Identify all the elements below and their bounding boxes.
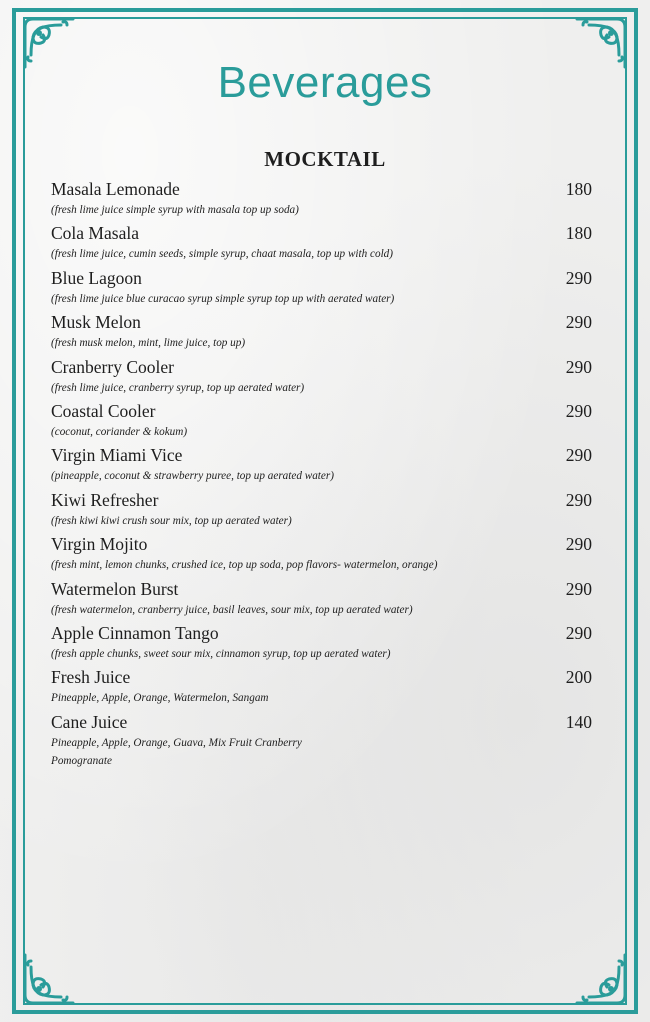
menu-item xyxy=(51,443,592,487)
ornament-corner-icon xyxy=(573,951,629,1007)
item-description: (fresh lime juice blue curacao syrup simple syrup top up with aerated water) xyxy=(51,292,395,305)
menu-item xyxy=(51,710,592,767)
item-name: Virgin Mojito xyxy=(51,534,148,555)
item-price: 290 xyxy=(565,356,592,377)
item-price: 290 xyxy=(565,400,592,421)
menu-item xyxy=(51,221,592,265)
ornament-corner-icon xyxy=(21,951,77,1007)
item-name: Watermelon Burst xyxy=(51,578,179,599)
menu-item xyxy=(51,577,592,621)
item-price: 180 xyxy=(565,179,592,199)
item-name: Coastal Cooler xyxy=(51,400,156,421)
item-description: (fresh lime juice, cumin seeds, simple syrup, chaat masala, top up with cold) xyxy=(51,248,393,261)
menu-list xyxy=(51,177,592,767)
menu-item xyxy=(51,355,592,399)
item-description: (coconut, coriander & kokum) xyxy=(51,425,188,438)
item-price: 290 xyxy=(565,267,592,288)
item-name: Cane Juice xyxy=(51,711,128,732)
menu-item xyxy=(51,266,592,310)
item-name: Musk Melon xyxy=(51,312,141,333)
item-description: (fresh apple chunks, sweet sour mix, cinnamon syrup, top up aerated water) xyxy=(51,647,391,660)
item-name: Masala Lemonade xyxy=(51,179,180,199)
item-description: Pineapple, Apple, Orange, Watermelon, Sangam xyxy=(51,692,269,705)
item-description: (pineapple, coconut & strawberry puree, top up aerated water) xyxy=(51,470,334,483)
item-price: 180 xyxy=(565,223,592,244)
item-description: (fresh mint, lemon chunks, crushed ice, top up soda, pop flavors- watermelon, orange) xyxy=(51,559,438,572)
item-price: 290 xyxy=(565,622,592,643)
item-name: Fresh Juice xyxy=(51,667,131,688)
item-name: Apple Cinnamon Tango xyxy=(51,622,219,643)
item-description: (fresh lime juice simple syrup with masala top up soda) xyxy=(51,204,299,216)
item-price: 290 xyxy=(565,312,592,333)
item-description: (fresh watermelon, cranberry juice, basil leaves, sour mix, top up aerated water) xyxy=(51,603,413,616)
menu-item xyxy=(51,310,592,354)
page-title: Beverages xyxy=(217,58,433,107)
menu-item xyxy=(51,488,592,532)
item-name: Virgin Miami Vice xyxy=(51,445,183,466)
item-name: Cranberry Cooler xyxy=(51,356,174,377)
menu-item xyxy=(51,177,592,221)
item-name: Blue Lagoon xyxy=(51,267,142,288)
item-description: Pineapple, Apple, Orange, Guava, Mix Fruit Cranberry xyxy=(51,736,302,749)
item-price: 290 xyxy=(565,534,592,555)
menu-item xyxy=(51,665,592,709)
item-name: Cola Masala xyxy=(51,223,139,244)
item-price: 290 xyxy=(565,489,592,510)
item-price: 290 xyxy=(565,578,592,599)
item-description: (fresh kiwi kiwi crush sour mix, top up aerated water) xyxy=(51,514,292,527)
item-price: 200 xyxy=(565,667,592,688)
menu-item xyxy=(51,621,592,665)
menu-item xyxy=(51,532,592,576)
item-description: (fresh musk melon, mint, lime juice, top up) xyxy=(51,337,246,350)
menu-item xyxy=(51,399,592,443)
section-heading: MOCKTAIL xyxy=(264,147,386,171)
item-name: Kiwi Refresher xyxy=(51,489,159,510)
item-price: 140 xyxy=(565,711,592,732)
item-price: 290 xyxy=(565,445,592,466)
item-description: (fresh lime juice, cranberry syrup, top up aerated water) xyxy=(51,381,305,394)
item-description-continued: Pomogranate xyxy=(51,754,112,767)
